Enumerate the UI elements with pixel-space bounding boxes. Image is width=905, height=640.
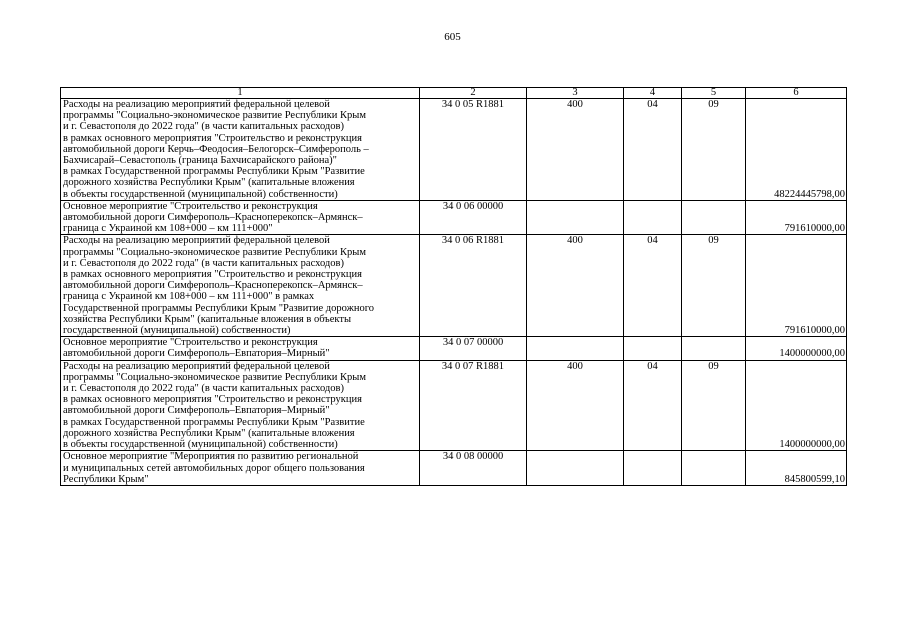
header-col-3: 3: [527, 88, 624, 99]
row-section: [624, 337, 682, 360]
row-description: Основное мероприятие "Строительство и реконструкция автомобильной дороги Симферополь–Евпатория–Мирный": [61, 337, 420, 360]
table-row: [61, 200, 847, 235]
row-amount: 791610000,00: [746, 235, 847, 337]
row-description: Расходы на реализацию мероприятий федеральной целевой программы "Социально-экономическое развитие Республики Крым и г. Севастополя до 2022 года" (в части капитальных расходов) в рамках основного мероприятия "Строительство и реконструкция автомобильной дороги Керчь–Феодосия–Белогорск–Симферополь – Бахчисарай–Севастополь (граница Бахчисарайского района)" в рамках Государственной программы Республики Крым "Развитие дорожного хозяйства Республики Крым" (капитальные вложения в объекты государственной (муниципальной) собственности): [61, 99, 420, 201]
row-section: 04: [624, 360, 682, 451]
header-col-6: 6: [746, 88, 847, 99]
row-type: [527, 337, 624, 360]
header-col-1: 1: [61, 88, 420, 99]
table-row: [61, 360, 847, 451]
row-subsection: 09: [682, 235, 746, 337]
row-amount: 1400000000,00: [746, 337, 847, 360]
header-col-5: 5: [682, 88, 746, 99]
row-section: 04: [624, 235, 682, 337]
row-subsection: [682, 451, 746, 486]
row-subsection: [682, 337, 746, 360]
row-amount: 48224445798,00: [746, 99, 847, 201]
table-row: [61, 235, 847, 337]
row-section: [624, 451, 682, 486]
row-description: Расходы на реализацию мероприятий федеральной целевой программы "Социально-экономическое развитие Республики Крым и г. Севастополя до 2022 года" (в части капитальных расходов) в рамках основного мероприятия "Строительство и реконструкция автомобильной дороги Симферополь–Красноперекопск–Армянск– граница с Украиной км 108+000 – км 111+000" в рамках Государственной программы Республики Крым "Развитие дорожного хозяйства Республики Крым" (капитальные вложения в объекты государственной (муниципальной) собственности): [61, 235, 420, 337]
row-code: 34 0 06 00000: [420, 200, 527, 235]
row-code: 34 0 05 R1881: [420, 99, 527, 201]
row-description: Основное мероприятие "Мероприятия по развитию региональной и муниципальных сетей автомобильных дорог общего пользования Республики Крым": [61, 451, 420, 486]
row-code: 34 0 08 00000: [420, 451, 527, 486]
page-number: 605: [444, 31, 461, 43]
header-col-2: 2: [420, 88, 527, 99]
row-subsection: 09: [682, 360, 746, 451]
row-code: 34 0 07 00000: [420, 337, 527, 360]
row-code: 34 0 07 R1881: [420, 360, 527, 451]
row-amount: 845800599,10: [746, 451, 847, 486]
row-type: 400: [527, 360, 624, 451]
budget-table: [60, 87, 847, 486]
header-col-4: 4: [624, 88, 682, 99]
table-row: [61, 451, 847, 486]
row-type: [527, 451, 624, 486]
row-section: [624, 200, 682, 235]
row-type: [527, 200, 624, 235]
table-row: [61, 99, 847, 201]
row-section: 04: [624, 99, 682, 201]
row-amount: 1400000000,00: [746, 360, 847, 451]
header-row: [61, 88, 847, 99]
row-description: Основное мероприятие "Строительство и реконструкция автомобильной дороги Симферополь–Красноперекопск–Армянск– граница с Украиной км 108+000 – км 111+000": [61, 200, 420, 235]
row-type: 400: [527, 235, 624, 337]
row-description: Расходы на реализацию мероприятий федеральной целевой программы "Социально-экономическое развитие Республики Крым и г. Севастополя до 2022 года" (в части капитальных расходов) в рамках основного мероприятия "Строительство и реконструкция автомобильной дороги Симферополь–Евпатория–Мирный" в рамках Государственной программы Республики Крым "Развитие дорожного хозяйства Республики Крым" (капитальные вложения в объекты государственной (муниципальной) собственности): [61, 360, 420, 451]
row-type: 400: [527, 99, 624, 201]
row-amount: 791610000,00: [746, 200, 847, 235]
row-subsection: [682, 200, 746, 235]
row-code: 34 0 06 R1881: [420, 235, 527, 337]
row-subsection: 09: [682, 99, 746, 201]
table-row: [61, 337, 847, 360]
